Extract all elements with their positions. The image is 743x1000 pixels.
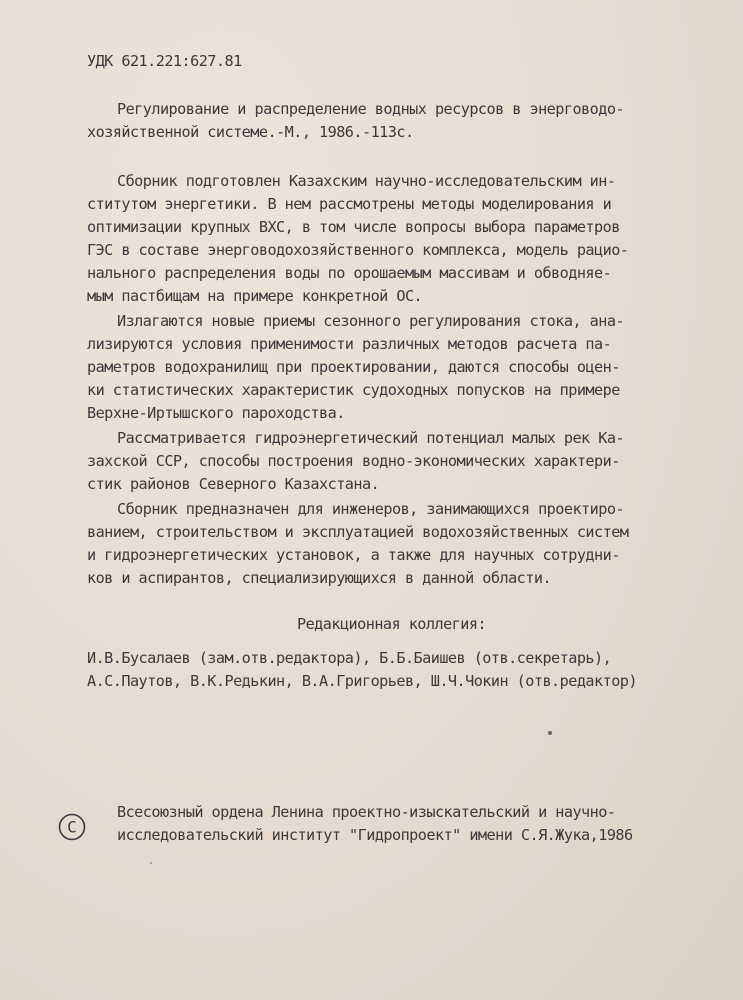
copyright-line: Всесоюзный ордена Ленина проектно-изыскательский и научно-	[117, 803, 616, 821]
abstract-line: ГЭС в составе энерговодохозяйственного комплекса, модель рацио-	[87, 241, 629, 259]
editorial-board-heading: Редакционная коллегия:	[297, 615, 487, 633]
abstract-line: Верхне-Иртышского пароходства.	[87, 404, 345, 422]
abstract-line: лизируются условия применимости различных методов расчета па-	[87, 335, 612, 353]
abstract-line: Излагаются новые приемы сезонного регулирования стока, ана-	[117, 312, 625, 330]
abstract-line: ков и аспирантов, специализирующихся в данной области.	[87, 569, 552, 587]
abstract-line: оптимизации крупных ВХС, в том числе вопросы выбора параметров	[87, 218, 620, 236]
abstract-line: ститутом энергетики. В нем рассмотрены методы моделирования и	[87, 195, 612, 213]
abstract-line: мым пастбищам на примере конкретной ОС.	[87, 287, 423, 305]
abstract-line: Рассматривается гидроэнергетический потенциал малых рек Ка-	[117, 429, 625, 447]
abstract-line: нального распределения воды по орошаемым массивам и обводняе-	[87, 264, 612, 282]
abstract-line: раметров водохранилищ при проектировании, даются способы оцен-	[87, 358, 620, 376]
copyright-line: исследовательский институт "Гидропроект" имени С.Я.Жука,1986	[117, 826, 633, 844]
svg-text:C: C	[67, 817, 77, 837]
paper-speck	[150, 862, 152, 864]
title-line-1: Регулирование и распределение водных ресурсов в энерговодо-	[117, 100, 625, 118]
abstract-line: ки статистических характеристик судоходных попусков на примере	[87, 381, 620, 399]
title-line-2: хозяйственной системе.-М., 1986.-113с.	[87, 123, 414, 141]
abstract-line: и гидроэнергетических установок, а также для научных сотрудни-	[87, 546, 620, 564]
abstract-line: Сборник предназначен для инженеров, занимающихся проектиро-	[117, 500, 625, 518]
udc-code: УДК 621.221:627.81	[87, 52, 242, 70]
abstract-line: ванием, строительством и эксплуатацией водохозяйственных систем	[87, 523, 629, 541]
abstract-line: Сборник подготовлен Казахским научно-исследовательским ин-	[117, 172, 616, 190]
editorial-board-line: И.В.Бусалаев (зам.отв.редактора), Б.Б.Баишев (отв.секретарь),	[87, 649, 612, 667]
copyright-icon	[57, 812, 87, 842]
abstract-line: стик районов Северного Казахстана.	[87, 475, 380, 493]
abstract-line: захской ССР, способы построения водно-экономических характери-	[87, 452, 620, 470]
paper-speck	[548, 731, 552, 735]
editorial-board-line: А.С.Паутов, В.К.Редькин, В.А.Григорьев, Ш.Ч.Чокин (отв.редактор)	[87, 672, 637, 690]
